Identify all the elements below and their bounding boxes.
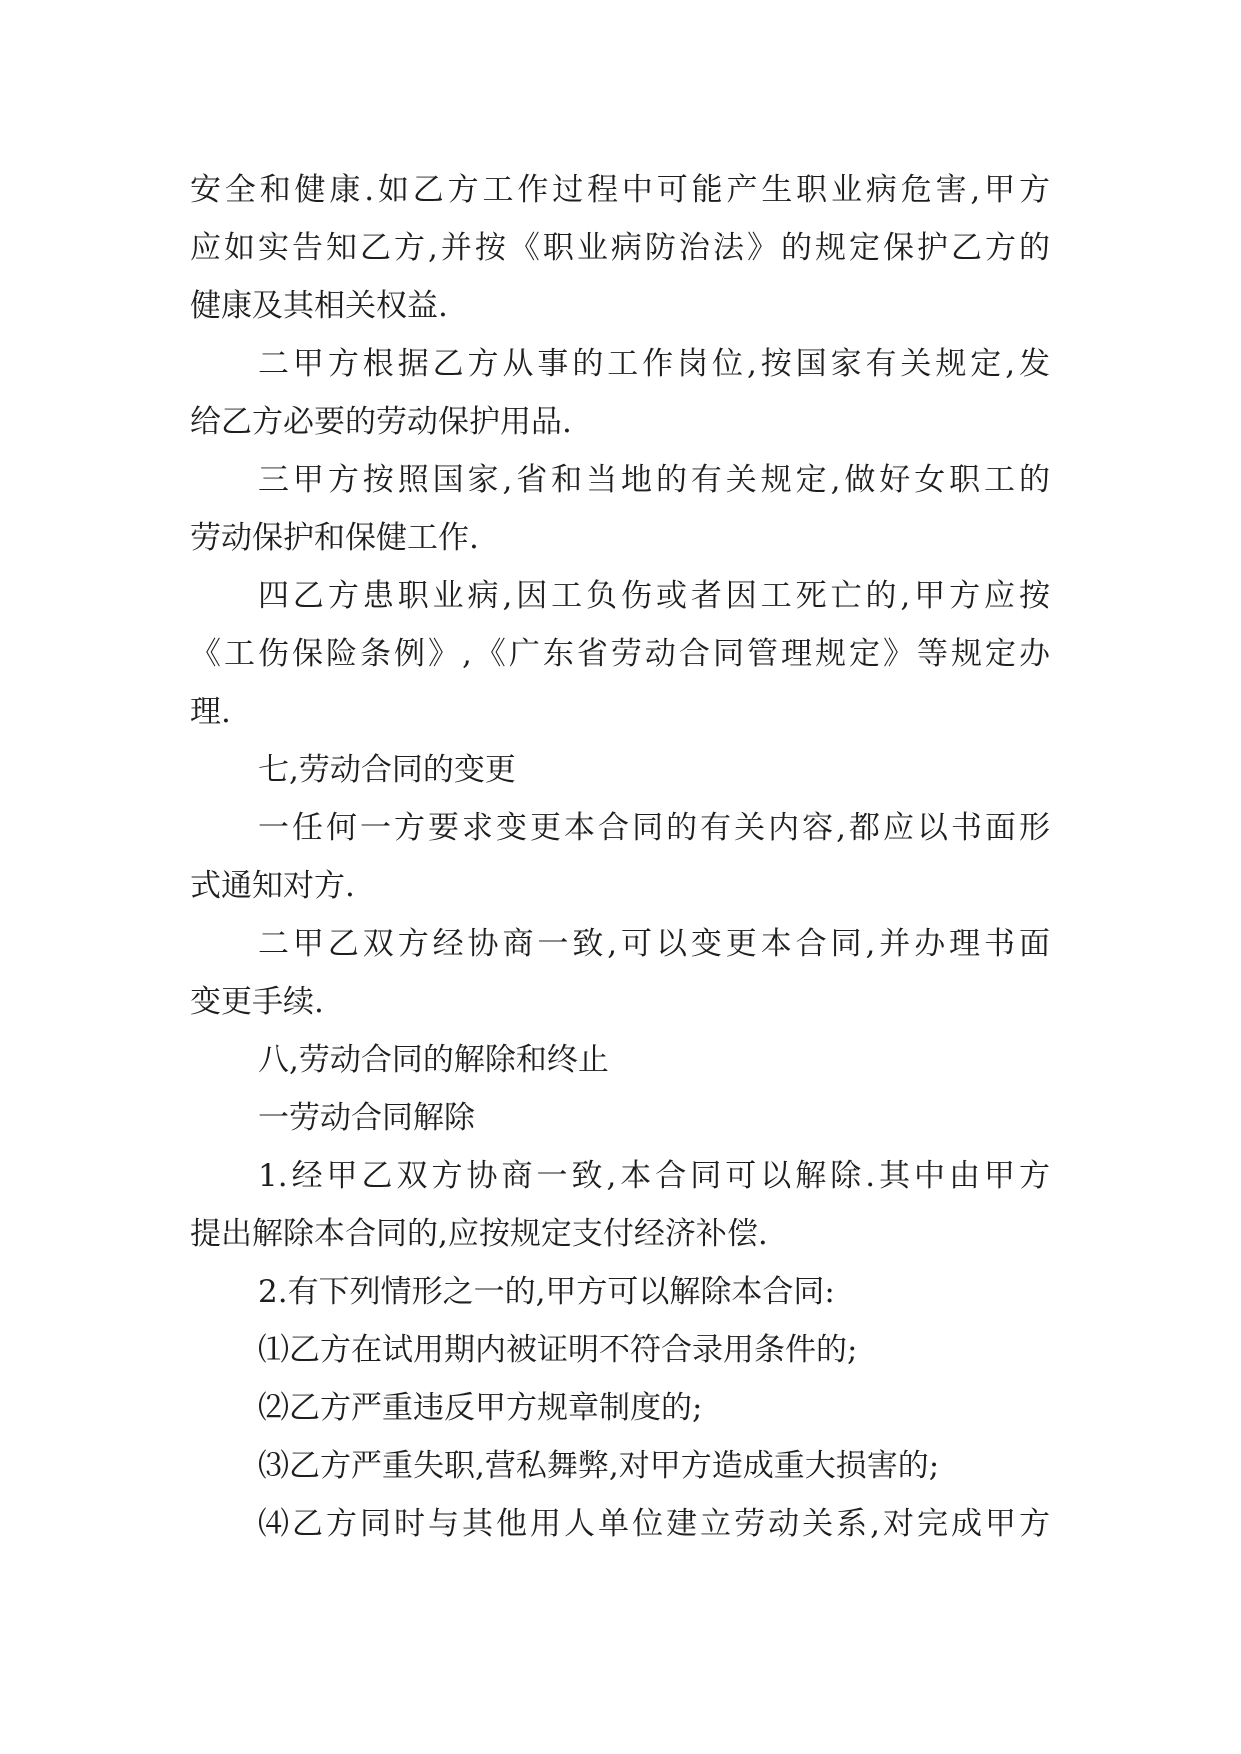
text-line: 提出解除本合同的,应按规定支付经济补偿. [190,1216,768,1252]
text-line: 2.有下列情形之一的,甲方可以解除本合同: [258,1274,835,1310]
text-line: 安全和健康.如乙方工作过程中可能产生职业病危害,甲方 [190,172,1050,208]
text-line: 三甲方按照国家,省和当地的有关规定,做好女职工的 [258,462,1050,498]
text-line: 二甲方根据乙方从事的工作岗位,按国家有关规定,发 [258,346,1050,382]
text-line: 一任何一方要求变更本合同的有关内容,都应以书面形 [258,810,1050,846]
text-line: 二甲乙双方经协商一致,可以变更本合同,并办理书面 [258,926,1050,962]
section-heading: 七,劳动合同的变更 [258,752,516,788]
list-item: ⑶乙方严重失职,营私舞弊,对甲方造成重大损害的; [258,1448,940,1484]
list-item: ⑴乙方在试用期内被证明不符合录用条件的; [258,1332,858,1368]
text-line: 1.经甲乙双方协商一致,本合同可以解除.其中由甲方 [258,1158,1050,1194]
text-line: 健康及其相关权益. [190,288,448,324]
text-line: 劳动保护和保健工作. [190,520,479,556]
text-line: 理. [190,694,231,730]
list-item: ⑷乙方同时与其他用人单位建立劳动关系,对完成甲方 [258,1506,1050,1542]
text-line: 式通知对方. [190,868,355,904]
text-line: 给乙方必要的劳动保护用品. [190,404,572,440]
text-line: 《工伤保险条例》,《广东省劳动合同管理规定》等规定办 [190,636,1050,672]
text-line: 变更手续. [190,984,324,1020]
text-line: 四乙方患职业病,因工负伤或者因工死亡的,甲方应按 [258,578,1050,614]
section-heading: 八,劳动合同的解除和终止 [258,1042,609,1078]
list-item: ⑵乙方严重违反甲方规章制度的; [258,1390,703,1426]
subsection-heading: 一劳动合同解除 [258,1100,475,1136]
text-line: 应如实告知乙方,并按《职业病防治法》的规定保护乙方的 [190,230,1050,266]
